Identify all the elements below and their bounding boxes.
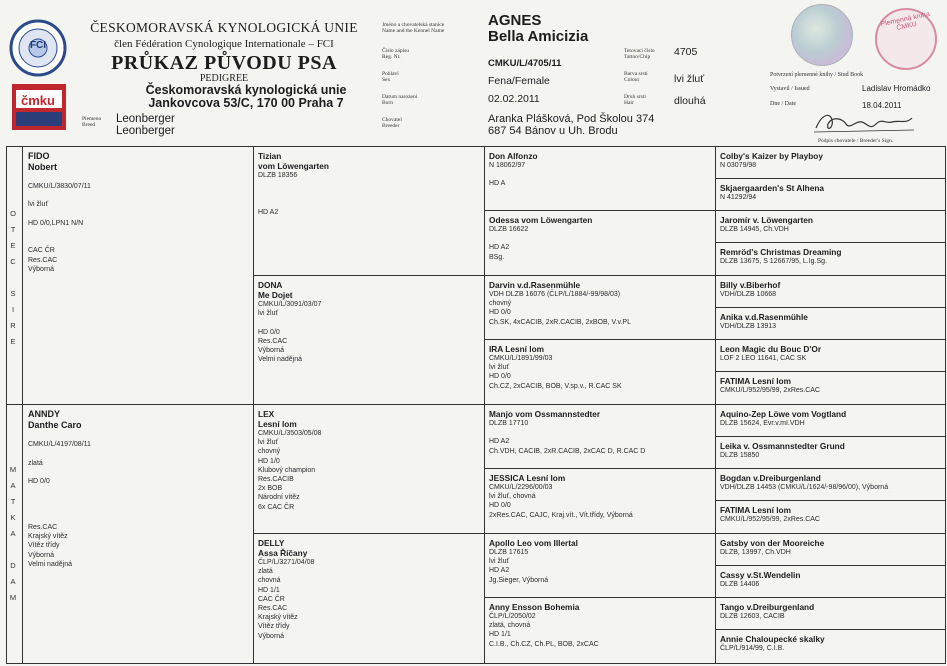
gen4-cell — [720, 280, 942, 306]
sire-info: Výborná — [28, 265, 55, 273]
ancestor-info: lvi žluť — [489, 364, 510, 372]
sire-info — [28, 210, 250, 219]
side-letter: T — [10, 225, 16, 234]
ancestor-name: Remröd's Christmas Dreaming — [720, 247, 842, 257]
ancestor-info: Res.CAC — [258, 605, 288, 613]
ancestor-info: HD 0/0 — [258, 328, 280, 336]
side-letter: E — [10, 337, 16, 346]
ancestor-info: lvi žluť — [489, 558, 510, 566]
ancestor-info: N 18062/97 — [489, 162, 526, 169]
sire-info — [28, 237, 250, 246]
sire-cell — [28, 151, 250, 401]
gen4-cell — [720, 344, 942, 370]
ancestor-info: HD A2 — [258, 208, 279, 216]
ancestor-info: DLZB 15624, Evr.v.mI.VDH — [720, 420, 805, 427]
ancestor-info: Krajský vítěz — [258, 614, 298, 622]
gen2-cell-sire-sire — [258, 151, 480, 273]
breeder-label-cz: Chovatel — [382, 117, 402, 123]
ancestor-name: FATIMA Lesní lom — [720, 505, 791, 515]
ancestor-info: Ch.VDH, CACIB, 2xR.CACIB, 2xCAC D, R.CAC D — [489, 447, 646, 455]
org-name: ČESKOMORAVSKÁ KYNOLOGICKÁ UNIE — [90, 20, 358, 35]
dam-info — [28, 468, 250, 477]
date-label: Dne / Date — [770, 101, 796, 107]
breeder-label-en: Breeder — [382, 123, 400, 129]
ancestor-info: chovný — [258, 448, 281, 456]
ancestor-info: HD A — [489, 180, 506, 188]
dam-kennel: Danthe Caro — [28, 420, 82, 430]
ancestor-name: Leon Magic du Bouc D'Or — [720, 344, 822, 354]
ancestor-name: IRA Lesní lom — [489, 344, 545, 354]
colour-label-en: Colour — [624, 77, 640, 83]
breeder-sign-label: Podpis chovatele / Breeder's Sign. — [818, 138, 894, 144]
ancestor-info: VDH/DLZB 10668 — [720, 291, 777, 298]
name-label-en: Name and the Kennel Name — [382, 28, 445, 34]
gen4-cell — [720, 538, 942, 564]
gen3-cell — [489, 538, 711, 595]
ancestor-info: N 41292/94 — [720, 194, 757, 201]
sire-info — [28, 191, 250, 200]
ancestor-name: Don Alfonzo — [489, 151, 538, 161]
ancestor-info: DLZB 17615 — [489, 549, 529, 556]
dam-info — [28, 449, 250, 458]
dam-info: Krajský vítěz — [28, 533, 68, 541]
gen4-cell — [720, 151, 942, 177]
dam-info: zlatá — [28, 459, 43, 467]
gen4-cell — [720, 312, 942, 338]
sex-label-en: Sex — [382, 77, 391, 83]
ancestor-name: DONA — [258, 280, 283, 290]
ancestor-name: Darvin v.d.Rasenmühle — [489, 280, 581, 290]
dam-info: CMKU/L/4197/08/11 — [28, 441, 91, 449]
side-letter: C — [10, 257, 16, 266]
ancestor-info: lvi žluť — [258, 310, 279, 318]
breeder-label — [382, 117, 402, 129]
org-member: člen Fédération Cynologique Internationale – FCI — [114, 38, 334, 50]
sire-side-label — [6, 206, 20, 350]
cmku-logo-text: čmku — [21, 93, 55, 108]
ancestor-info — [258, 189, 480, 198]
ancestor-info: N 03079/98 — [720, 162, 757, 169]
gen2-cell-dam-sire — [258, 409, 480, 531]
club-name — [116, 84, 376, 110]
ancestor-info: 2x BOB — [258, 485, 283, 493]
side-letter — [6, 270, 20, 286]
side-letter: T — [10, 497, 16, 506]
ancestor-info: CMKU/L/3503/05/08 — [258, 430, 322, 437]
gen4-cell — [720, 473, 942, 499]
ancestor-info: ČLP/L/2050/02 — [489, 613, 536, 620]
ancestor-name: Anika v.d.Rasenmühle — [720, 312, 808, 322]
ancestor-info — [258, 318, 480, 327]
ancestor-info: CMKU/L/3091/03/07 — [258, 301, 322, 308]
ancestor-info: 2xRes.CAC, CAJC, Kraj.vít., Vít.třídy, Výborná — [489, 511, 633, 519]
club-name-line: Českomoravská kynologická unie — [145, 83, 347, 97]
sire-info: CAC ČR — [28, 247, 55, 255]
gen3-cell — [489, 344, 711, 402]
ancestor-name: FATIMA Lesní lom — [720, 376, 791, 386]
gen4-cell — [720, 634, 942, 661]
side-letter: M — [9, 465, 17, 474]
ancestor-info: HD 1/0 — [258, 457, 280, 465]
issued-by: Ladislav Hromádko — [862, 84, 931, 93]
gen4-cell — [720, 602, 942, 628]
ancestor-info: HD A2 — [489, 244, 510, 252]
ancestor-name: Skjaergaarden's St Alhena — [720, 183, 825, 193]
hologram-stamp — [791, 4, 853, 66]
ancestor-info — [489, 234, 711, 243]
breed-value-en: Leonberger — [116, 125, 175, 137]
born-label — [382, 94, 417, 106]
side-letter: A — [10, 577, 16, 586]
ancestor-name: Bogdan v.Dreiburgenland — [720, 473, 821, 483]
ancestor-kennel: Assa Říčany — [258, 548, 308, 558]
ancestor-info: zlatá, chovná — [489, 622, 531, 630]
ancestor-info: Národní vítěz — [258, 494, 300, 502]
studbook-stamp-text: Plemenná kniha ČMKU — [879, 10, 931, 32]
gen2-cell-sire-dam — [258, 280, 480, 402]
issue-date: 18.04.2011 — [862, 101, 902, 110]
ancestor-info: ČLP/L/914/99, C.I.B. — [720, 645, 785, 652]
dam-info — [28, 514, 250, 523]
gen4-cell — [720, 505, 942, 531]
ancestor-info: DLZB 12603, CACIB — [720, 613, 785, 620]
dam-info — [28, 486, 250, 495]
ancestor-info — [489, 428, 711, 437]
born-label-cz: Datum narození — [382, 94, 418, 100]
ancestor-name: Colby's Kaizer by Playboy — [720, 151, 823, 161]
ancestor-info: HD 0/0 — [489, 309, 511, 317]
side-letter: D — [10, 561, 16, 570]
club-address: Jankovcova 53/C, 170 00 Praha 7 — [148, 96, 344, 110]
hair-value: dlouhá — [674, 95, 706, 107]
ancestor-info: lvi žluť — [258, 439, 279, 447]
ancestor-info: DLZB 18356 — [258, 172, 298, 179]
ancestor-info: CMKU/L/2296/00/03 — [489, 484, 553, 491]
page-title: PRŮKAZ PŮVODU PSA — [111, 52, 337, 74]
ancestor-info: Res.CAC — [258, 337, 288, 345]
hair-label-en: Hair — [624, 100, 634, 106]
tattoo-label — [624, 48, 655, 60]
dam-info: Res.CAC — [28, 524, 58, 532]
studbook-confirm-label: Potvrzení plemenné knihy / Stud Book — [770, 72, 864, 78]
sire-info: HD 0/0,LPN1 N/N — [28, 219, 84, 227]
ancestor-name: JESSICA Lesní lom — [489, 473, 566, 483]
reg-label — [382, 48, 409, 60]
dam-side-label — [6, 462, 20, 606]
ancestor-info: VDH DLZB 16076 (ČLP/L/1884/-99/98/03) — [489, 291, 621, 298]
gen3-cell — [489, 602, 711, 661]
issued-label: Vystavil / Issued — [770, 86, 810, 92]
ancestor-name: Cassy v.St.Wendelin — [720, 570, 801, 580]
reg-number: CMKU/L/4705/11 — [488, 58, 562, 69]
dog-name: AGNES — [488, 12, 542, 29]
ancestor-info: Výborná — [258, 632, 285, 640]
sex-label-cz: Pohlaví — [382, 71, 399, 77]
ancestor-info: DLZB, 13997, Ch.VDH — [720, 549, 791, 556]
sire-info: lvi žluť — [28, 201, 49, 209]
sire-info — [28, 228, 250, 237]
breed-label — [82, 116, 101, 128]
dam-info: HD 0/0 — [28, 478, 50, 486]
side-letter: A — [10, 481, 16, 490]
side-letter: R — [10, 321, 16, 330]
colour-label-cz: Barva srsti — [624, 71, 648, 77]
gen3-cell — [489, 215, 711, 273]
ancestor-info: Vítěz třídy — [258, 623, 290, 631]
ancestor-info: HD 0/0 — [489, 502, 511, 510]
ancestor-kennel: Me Dojet — [258, 290, 293, 300]
ancestor-info: HD 0/0 — [489, 373, 511, 381]
ancestor-info — [258, 180, 480, 189]
tattoo-label-cz: Tetovací číslo — [624, 48, 655, 54]
dog-kennel: Bella Amicizia — [488, 28, 589, 45]
ancestor-name: Annie Chaloupecké skalky — [720, 634, 825, 644]
pedigree-header — [0, 0, 947, 146]
ancestor-info — [258, 199, 480, 208]
tattoo-label-en: Tattoo/Chip — [624, 54, 651, 60]
fci-logo-text: FCI — [29, 40, 47, 51]
born-label-en: Born — [382, 100, 393, 106]
ancestor-info: Jg.Sieger, Výborná — [489, 576, 549, 584]
dam-name: ANNDY — [28, 409, 61, 419]
hair-label — [624, 94, 646, 106]
ancestor-info: Ch.SK, 4xCACIB, 2xR.CACIB, 2xBOB, V.v.PL — [489, 318, 631, 326]
gen3-cell — [489, 151, 711, 208]
ancestor-info: BSg. — [489, 253, 505, 261]
name-label — [382, 22, 444, 34]
dam-info — [28, 495, 250, 504]
gen4-cell — [720, 376, 942, 402]
reg-label-en: Reg. Nr. — [382, 54, 401, 60]
ancestor-name: Leika v. Ossmannstedter Grund — [720, 441, 845, 451]
ancestor-name: Gatsby von der Mooreiche — [720, 538, 825, 548]
side-letter: S — [10, 289, 16, 298]
ancestor-info: Výborná — [258, 347, 285, 355]
ancestor-info: DLZB 16622 — [489, 226, 529, 233]
ancestor-info: C.I.B., Ch.CZ, Ch.PL, BOB, 2xCAC — [489, 640, 599, 648]
ancestor-info: lvi žluť, chovná — [489, 493, 536, 501]
reg-label-cz: Číslo zápisu — [382, 48, 410, 54]
gen3-cell — [489, 409, 711, 466]
dam-info: Výborná — [28, 551, 55, 559]
ancestor-info: VDH/DLZB 13913 — [720, 323, 777, 330]
ancestor-name: Tizian — [258, 151, 282, 161]
ancestor-info: CMKU/L/952/95/99, 2xRes.CAC — [720, 387, 820, 394]
ancestor-info: zlatá — [258, 568, 273, 576]
sire-kennel: Nobert — [28, 162, 57, 172]
breeder-signature — [812, 110, 917, 136]
gen4-cell — [720, 409, 942, 435]
ancestor-name: Jaromír v. Löwengarten — [720, 215, 813, 225]
name-label-cz: Jméno a chovatelská stanice — [382, 22, 445, 28]
sire-info: Res.CAC — [28, 256, 58, 264]
side-letter: A — [10, 529, 16, 538]
colour-value: lvi žluť — [674, 73, 705, 85]
ancestor-info: HD A2 — [489, 438, 510, 446]
ancestor-info: CMKU/L/952/95/99, 2xRes.CAC — [720, 516, 820, 523]
ancestor-name: Manjo vom Ossmannstedter — [489, 409, 601, 419]
ancestor-name: Billy v.Biberhof — [720, 280, 781, 290]
ancestor-info: HD A2 — [489, 567, 510, 575]
dam-info: Velmi nadějná — [28, 560, 72, 568]
ancestor-name: Odessa vom Löwengarten — [489, 215, 593, 225]
dog-born: 02.02.2011 — [488, 93, 540, 105]
dam-info — [28, 431, 250, 440]
ancestor-name: DELLY — [258, 538, 285, 548]
ancestor-name: Aquino-Zep Löwe vom Vogtland — [720, 409, 847, 419]
gen2-cell-dam-dam — [258, 538, 480, 661]
ancestor-info: Velmi nadějná — [258, 356, 302, 364]
ancestor-info: CMKU/L/1891/99/03 — [489, 355, 553, 362]
fci-cmku-logo — [6, 18, 70, 138]
breed-label-cz: Plemeno — [82, 116, 102, 122]
ancestor-info: 6x CAC ČR — [258, 503, 295, 511]
sire-name: FIDO — [28, 151, 50, 161]
page-subtitle: PEDIGREE — [199, 73, 249, 84]
ancestor-info: chovná — [258, 577, 281, 585]
breeder-line1: Aranka Plášková, Pod Školou 374 — [488, 113, 655, 125]
side-letter — [6, 542, 20, 558]
ancestor-name: Apollo Leo vom Illertal — [489, 538, 578, 548]
ancestor-info: ČLP/L/3271/04/08 — [258, 559, 315, 566]
ancestor-info: HD 1/1 — [258, 586, 280, 594]
ancestor-info: DLZB 15850 — [720, 452, 760, 459]
side-letter: K — [10, 513, 16, 522]
ancestor-info: LOF 2 LEO 11641, CAC SK — [720, 355, 807, 362]
gen3-cell — [489, 280, 711, 337]
ancestor-info: Res.CACIB — [258, 476, 294, 484]
hair-label-cz: Druh srsti — [624, 94, 646, 100]
gen4-cell — [720, 183, 942, 209]
side-letter: M — [9, 593, 17, 602]
sire-info: CMKU/L/3830/07/11 — [28, 183, 91, 190]
breed-label-en: Breed — [82, 122, 96, 128]
gen4-cell — [720, 441, 942, 467]
ancestor-info: Ch.CZ, 2xCACIB, BOB, V.sp.v., R.CAC SK — [489, 382, 622, 390]
side-letter: E — [10, 241, 16, 250]
gen3-cell — [489, 473, 711, 531]
tattoo-value: 4705 — [674, 46, 698, 58]
colour-label — [624, 71, 648, 83]
ancestor-kennel: Lesní lom — [258, 419, 297, 429]
ancestor-name: LEX — [258, 409, 275, 419]
pedigree-table — [6, 146, 946, 664]
ancestor-name: Tango v.Dreiburgenland — [720, 602, 815, 612]
ancestor-info: HD 1/1 — [489, 631, 511, 639]
dam-cell — [28, 409, 250, 661]
ancestor-kennel: vom Löwengarten — [258, 161, 329, 171]
breed-value-cz: Leonberger — [116, 113, 175, 125]
gen4-cell — [720, 247, 942, 273]
dog-sex: Fena/Female — [488, 75, 550, 87]
dam-info — [28, 505, 250, 514]
breeder-line2: 687 54 Bánov u Uh. Brodu — [488, 125, 618, 137]
ancestor-info: Klubový champion — [258, 466, 316, 474]
dam-info: Vítěz třídy — [28, 542, 60, 550]
ancestor-info: DLZB 13675, S 12667/95, L.Ig.Sg. — [720, 258, 828, 265]
ancestor-name: Anny Ensson Bohemia — [489, 602, 580, 612]
gen4-cell — [720, 570, 942, 596]
ancestor-info: chovný — [489, 300, 512, 308]
sex-label — [382, 71, 399, 83]
side-letter: O — [10, 209, 16, 218]
ancestor-info: DLZB 17710 — [489, 420, 529, 427]
side-letter: I — [11, 305, 15, 314]
ancestor-info: DLZB 14945, Ch.VDH — [720, 226, 789, 233]
ancestor-info: CAC ČR — [258, 595, 285, 603]
ancestor-info — [489, 170, 711, 179]
ancestor-info: VDH/DLZB 14453 (CMKU/L/1624/-98/96/00), Výborná — [720, 484, 889, 491]
gen4-cell — [720, 215, 942, 241]
ancestor-info: DLZB 14406 — [720, 581, 760, 588]
